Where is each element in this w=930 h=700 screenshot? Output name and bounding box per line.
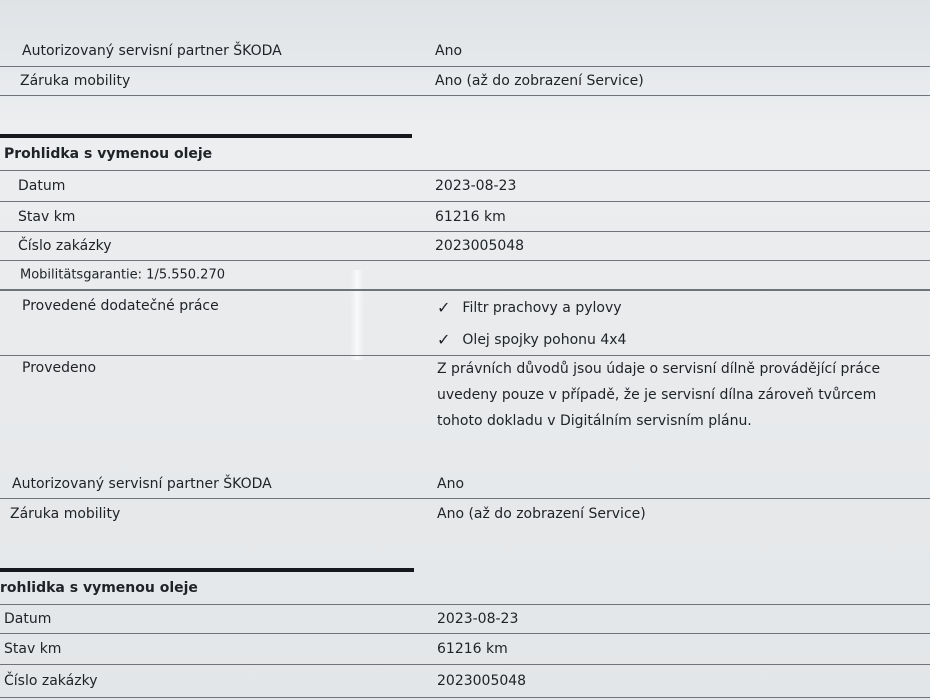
table-row xyxy=(0,36,930,67)
row-value: 61216 km xyxy=(435,208,506,225)
extra-work-item: Olej spojky pohonu 4x4 xyxy=(462,331,627,348)
section-heading: Prohlidka s vymenou oleje xyxy=(4,146,213,162)
row-value: Ano (až do zobrazení Service) xyxy=(437,506,646,522)
row-label: Datum xyxy=(18,178,66,194)
row-label: Datum xyxy=(4,611,52,627)
table-row xyxy=(0,634,930,665)
row-value: 2023005048 xyxy=(435,238,525,254)
row-label: Číslo zakázky xyxy=(4,673,98,689)
table-row xyxy=(0,232,930,261)
extra-work-row xyxy=(0,290,930,356)
section-divider xyxy=(0,134,412,138)
table-row xyxy=(0,202,930,232)
table-row xyxy=(0,605,930,634)
row-label: Záruka mobility xyxy=(20,73,131,89)
row-value: 61216 km xyxy=(437,641,508,657)
row-value: 2023-08-23 xyxy=(437,611,519,627)
table-row xyxy=(0,470,930,499)
table-row xyxy=(0,665,930,698)
row-value: 2023005048 xyxy=(437,673,527,689)
row-label: Stav km xyxy=(4,641,62,657)
performed-label: Provedeno xyxy=(22,360,97,376)
row-value: Ano (až do zobrazení Service) xyxy=(435,73,644,89)
table-row xyxy=(0,261,930,290)
section-heading: rohlidka s vymenou oleje xyxy=(0,580,198,596)
mobility-guarantee-note: Mobilitätsgarantie: 1/5.550.270 xyxy=(20,267,225,283)
table-row xyxy=(0,67,930,96)
table-row xyxy=(0,499,930,529)
table-row xyxy=(0,171,930,202)
checkmark-icon: ✓ xyxy=(437,298,451,317)
row-label: Autorizovaný servisní partner ŠKODA xyxy=(22,43,282,59)
row-label: Autorizovaný servisní partner ŠKODA xyxy=(12,476,272,492)
heading-row xyxy=(0,140,930,171)
row-value: 2023-08-23 xyxy=(435,178,517,194)
performed-text: Z právních důvodů jsou údaje o servisní dílně provádějící práce uvedeny pouze v případě, že je servisní dílna zároveň tvůrcem tohoto dokladu v Digitálním servisním plánu. xyxy=(437,361,881,429)
row-label: Záruka mobility xyxy=(10,506,121,522)
heading-row xyxy=(0,574,930,605)
row-label: Stav km xyxy=(18,208,76,225)
row-label: Číslo zakázky xyxy=(18,238,112,254)
extra-work-label: Provedené dodatečné práce xyxy=(22,298,219,314)
checkmark-icon: ✓ xyxy=(437,330,451,349)
extra-work-item: Filtr prachovy a pylovy xyxy=(462,299,622,316)
row-value: Ano xyxy=(437,476,465,492)
section-divider xyxy=(0,568,414,572)
row-value: Ano xyxy=(435,43,463,59)
